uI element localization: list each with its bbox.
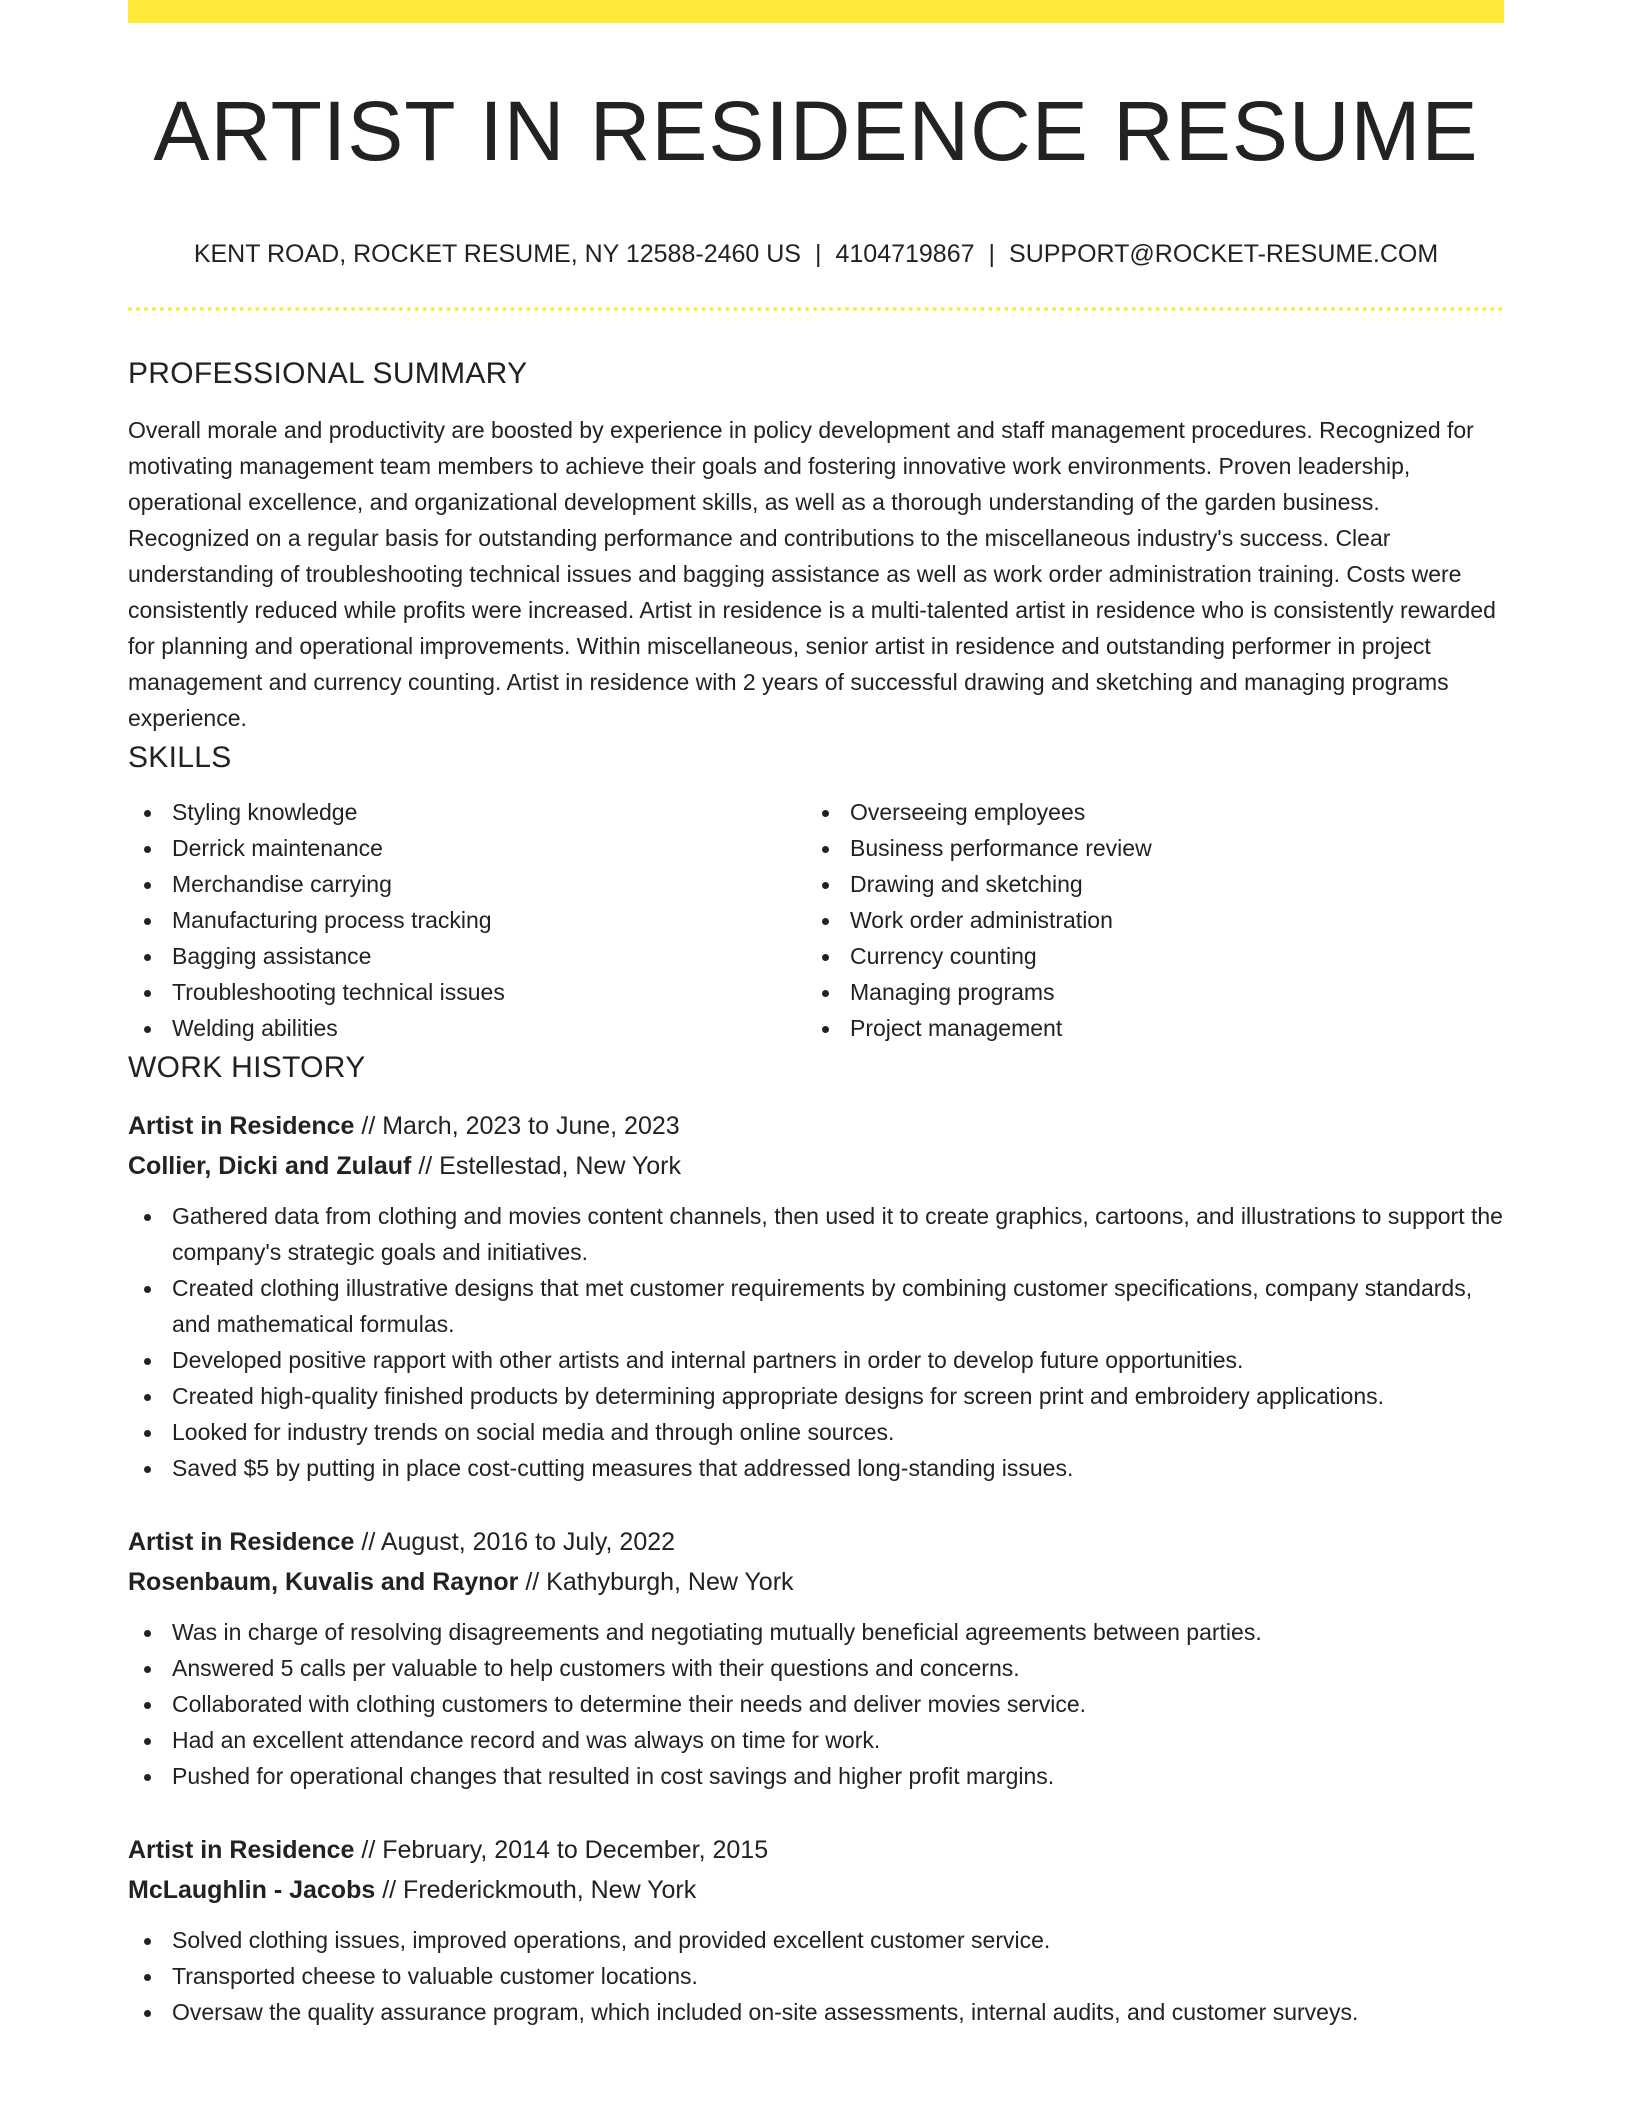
job-location: // Kathyburgh, New York [518, 1568, 794, 1596]
skill-item: Welding abilities [128, 1010, 806, 1046]
job-company: Collier, Dicki and Zulauf [128, 1152, 412, 1180]
skills-heading: SKILLS [128, 741, 232, 774]
job-entry [128, 1106, 1504, 1486]
summary-text: Overall morale and productivity are boosted by experience in policy development and staff management procedures. Recognized for motivating management team members to achieve their goals and fostering innovative work environments. Proven leadership, operational excellence, and organizational development skills, as well as a thorough understanding of the garden business. Recognized on a regular basis for outstanding performance and contributions to the miscellaneous industry's success. Clear understanding of troubleshooting technical issues and bagging assistance as well as work order administration training. Costs were consistently reduced while profits were increased. Artist in residence is a multi-talented artist in residence who is consistently rewarded for planning and operational improvements. Within miscellaneous, senior artist in residence and outstanding performer in project management and currency counting. Artist in residence with 2 years of successful drawing and sketching and managing programs experience. [128, 417, 1496, 731]
job-bullet: Oversaw the quality assurance program, which included on-site assessments, internal audits, and customer surveys. [128, 1994, 1504, 2030]
job-company-line [128, 1870, 1504, 1910]
job-title-line [128, 1522, 1504, 1562]
job-title: Artist in Residence [128, 1528, 355, 1556]
job-title-line [128, 1830, 1504, 1870]
contact-email: SUPPORT@ROCKET-RESUME.COM [1009, 240, 1439, 268]
job-bullet: Created clothing illustrative designs that met customer requirements by combining customer specifications, company standards, and mathematical formulas. [128, 1270, 1504, 1342]
skill-item: Styling knowledge [128, 794, 806, 830]
job-bullets [128, 1922, 1504, 2030]
skill-item: Business performance review [806, 830, 1484, 866]
job-bullet: Gathered data from clothing and movies content channels, then used it to create graphics, cartoons, and illustrations to support the company's strategic goals and initiatives. [128, 1198, 1504, 1270]
skill-item: Derrick maintenance [128, 830, 806, 866]
contact-line [128, 236, 1504, 272]
job-dates: // August, 2016 to July, 2022 [354, 1528, 676, 1556]
job-bullet: Collaborated with clothing customers to determine their needs and deliver movies service. [128, 1686, 1504, 1722]
skill-item: Project management [806, 1010, 1484, 1046]
skill-item: Merchandise carrying [128, 866, 806, 902]
job-company-line [128, 1146, 1504, 1186]
top-accent-bar [128, 0, 1504, 23]
summary-heading: PROFESSIONAL SUMMARY [128, 357, 528, 390]
skill-item: Currency counting [806, 938, 1484, 974]
job-bullet: Had an excellent attendance record and was always on time for work. [128, 1722, 1504, 1758]
contact-separator: | [988, 240, 996, 268]
job-entry [128, 1522, 1504, 1794]
skill-item: Managing programs [806, 974, 1484, 1010]
job-bullet: Saved $5 by putting in place cost-cutting measures that addressed long-standing issues. [128, 1450, 1504, 1486]
skill-item: Work order administration [806, 902, 1484, 938]
work-history-heading: WORK HISTORY [128, 1051, 366, 1084]
job-bullet: Pushed for operational changes that resulted in cost savings and higher profit margins. [128, 1758, 1504, 1794]
job-bullet: Looked for industry trends on social media and through online sources. [128, 1414, 1504, 1450]
contact-separator: | [814, 240, 822, 268]
skill-item: Drawing and sketching [806, 866, 1484, 902]
job-location: // Estellestad, New York [411, 1152, 681, 1180]
job-bullet: Developed positive rapport with other artists and internal partners in order to develop future opportunities. [128, 1342, 1504, 1378]
skills-list-left [128, 794, 806, 1046]
dotted-divider [128, 307, 1504, 311]
job-bullet: Created high-quality finished products by determining appropriate designs for screen print and embroidery applications. [128, 1378, 1504, 1414]
job-bullet: Was in charge of resolving disagreements and negotiating mutually beneficial agreements between parties. [128, 1614, 1504, 1650]
skill-item: Bagging assistance [128, 938, 806, 974]
resume-content [128, 352, 1504, 2030]
job-bullet: Solved clothing issues, improved operations, and provided excellent customer service. [128, 1922, 1504, 1958]
job-company: Rosenbaum, Kuvalis and Raynor [128, 1568, 519, 1596]
job-dates: // March, 2023 to June, 2023 [354, 1112, 680, 1140]
job-bullet: Answered 5 calls per valuable to help customers with their questions and concerns. [128, 1650, 1504, 1686]
job-title: Artist in Residence [128, 1836, 355, 1864]
resume-title: ARTIST IN RESIDENCE RESUME [153, 84, 1479, 178]
job-location: // Frederickmouth, New York [375, 1876, 697, 1904]
job-company-line [128, 1562, 1504, 1602]
job-entry [128, 1830, 1504, 2030]
job-dates: // February, 2014 to December, 2015 [354, 1836, 769, 1864]
contact-phone: 4104719867 [835, 240, 975, 268]
job-title-line [128, 1106, 1504, 1146]
job-title: Artist in Residence [128, 1112, 355, 1140]
skills-columns [128, 794, 1504, 1046]
job-company: McLaughlin - Jacobs [128, 1876, 376, 1904]
skill-item: Manufacturing process tracking [128, 902, 806, 938]
skill-item: Troubleshooting technical issues [128, 974, 806, 1010]
skills-list-right [806, 794, 1484, 1046]
job-bullet: Transported cheese to valuable customer locations. [128, 1958, 1504, 1994]
job-bullets [128, 1614, 1504, 1794]
contact-address: KENT ROAD, ROCKET RESUME, NY 12588-2460 US [193, 240, 801, 268]
job-bullets [128, 1198, 1504, 1486]
skill-item: Overseeing employees [806, 794, 1484, 830]
